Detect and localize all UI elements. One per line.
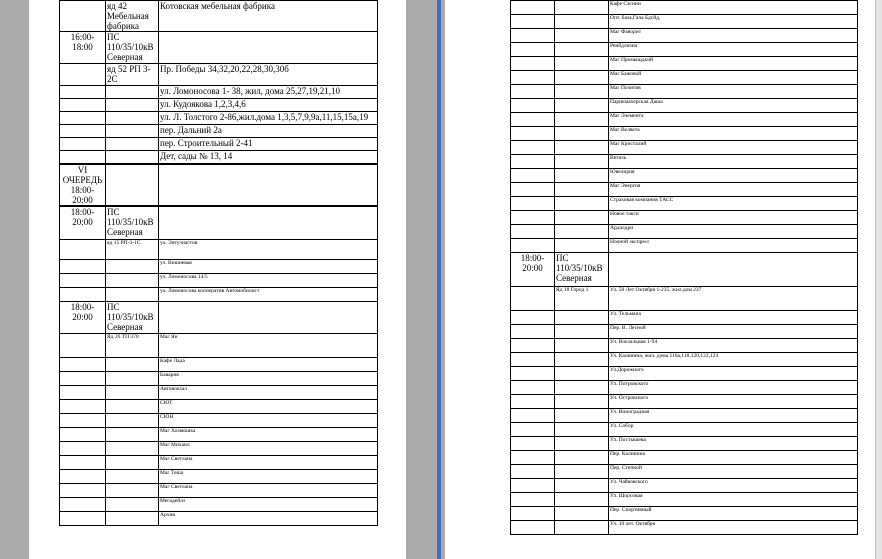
substation-cell [555, 507, 609, 521]
time-cell [60, 240, 106, 260]
address-cell: Пр. Победы 34,32,20,22,28,30,30б [159, 64, 378, 86]
address-cell: Ул. Чайковского [609, 479, 858, 493]
substation-cell [106, 274, 159, 288]
substation-cell [555, 437, 609, 451]
substation-cell [555, 113, 609, 127]
substation-cell [106, 498, 159, 512]
table-row [511, 311, 858, 325]
address-cell: Дет, сады № 13, 14 [159, 151, 378, 164]
table-row [60, 470, 378, 484]
time-cell [511, 197, 555, 211]
substation-cell [555, 239, 609, 253]
table-row [60, 64, 378, 86]
substation-cell [555, 395, 609, 409]
table-row [60, 414, 378, 428]
time-cell [511, 493, 555, 507]
time-cell [60, 358, 106, 372]
substation-cell [555, 423, 609, 437]
address-cell: Ул. Щорсовая [609, 493, 858, 507]
table-row [511, 113, 858, 127]
time-cell [511, 479, 555, 493]
substation-cell [555, 367, 609, 381]
substation-cell [106, 400, 159, 414]
address-cell: ул. Ломоносова кооператив Автомобилист [159, 288, 378, 302]
table-row [511, 465, 858, 479]
time-cell [60, 334, 106, 358]
substation-cell [555, 155, 609, 169]
time-cell [511, 183, 555, 197]
table-row [60, 206, 378, 240]
substation-cell: ПС 110/35/10кВ Северная [106, 206, 159, 240]
substation-cell [555, 169, 609, 183]
table-row [511, 325, 858, 339]
address-cell: Кафе Саснии [609, 1, 858, 15]
substation-cell [555, 339, 609, 353]
substation-cell [106, 386, 159, 400]
time-cell [60, 86, 106, 99]
time-cell [60, 372, 106, 386]
address-cell: Ул. Постышева [609, 437, 858, 451]
table-row [60, 151, 378, 164]
substation-cell [555, 353, 609, 367]
substation-cell: Яд 26 ТП 370 [106, 334, 159, 358]
substation-cell [106, 86, 159, 99]
table-row [511, 29, 858, 43]
table-row [511, 493, 858, 507]
address-cell: ул. Вишневая [159, 260, 378, 274]
substation-cell [106, 428, 159, 442]
address-cell: Бавария [159, 372, 378, 386]
table-row [511, 127, 858, 141]
time-cell [511, 325, 555, 339]
time-cell [511, 127, 555, 141]
table-row [60, 125, 378, 138]
table-row [511, 57, 858, 71]
substation-cell [106, 125, 159, 138]
table-row [511, 409, 858, 423]
address-cell: Парикмахерская Даша [609, 99, 858, 113]
table-row [511, 451, 858, 465]
address-cell: Котовская мебельная фабрика [159, 1, 378, 32]
time-cell [511, 141, 555, 155]
table-row [511, 423, 858, 437]
substation-cell [555, 29, 609, 43]
substation-cell [106, 512, 159, 526]
substation-cell: ПС 110/35/10кВ Северная [106, 32, 159, 64]
substation-cell: ПС 110/35/10кВ Северная [555, 253, 609, 287]
time-cell [60, 386, 106, 400]
address-cell [159, 164, 378, 206]
address-cell: Кафе Лада [159, 358, 378, 372]
substation-cell [555, 479, 609, 493]
substation-cell [555, 197, 609, 211]
table-row [60, 302, 378, 334]
time-cell [511, 1, 555, 15]
table-row [511, 183, 858, 197]
substation-cell: ПС 110/35/10кВ Северная [106, 302, 159, 334]
substation-cell [555, 409, 609, 423]
substation-cell: яд 42 Мебельная фабрика [106, 1, 159, 32]
time-cell [511, 395, 555, 409]
substation-cell [555, 99, 609, 113]
address-cell [159, 302, 378, 334]
time-cell [511, 169, 555, 183]
substation-cell [555, 183, 609, 197]
table-row [511, 479, 858, 493]
substation-cell [555, 211, 609, 225]
table-row [60, 400, 378, 414]
time-cell [511, 211, 555, 225]
address-cell: Маг Светлана [159, 484, 378, 498]
substation-cell: Яд 18 Город 1 [555, 287, 609, 311]
time-cell [511, 155, 555, 169]
time-cell [511, 225, 555, 239]
address-cell: Маг Элемента [609, 113, 858, 127]
substation-cell [555, 325, 609, 339]
time-cell [60, 442, 106, 456]
time-cell [60, 414, 106, 428]
document-page-right [445, 0, 882, 559]
time-cell [511, 113, 555, 127]
time-cell [60, 151, 106, 164]
time-cell [511, 71, 555, 85]
table-row [60, 1, 378, 32]
substation-cell [106, 442, 159, 456]
table-row [511, 85, 858, 99]
time-cell [511, 507, 555, 521]
table-row [60, 138, 378, 151]
page-gap [437, 0, 441, 559]
address-cell [159, 206, 378, 240]
substation-cell [555, 381, 609, 395]
substation-cell [106, 138, 159, 151]
time-cell [60, 470, 106, 484]
time-cell [60, 428, 106, 442]
substation-cell: яд 52 РП 3-2С [106, 64, 159, 86]
table-row [511, 169, 858, 183]
table-row [60, 442, 378, 456]
time-cell [511, 99, 555, 113]
substation-cell [555, 141, 609, 155]
table-row [511, 239, 858, 253]
table-row [511, 71, 858, 85]
table-row [60, 274, 378, 288]
time-cell: 18:00-20:00 [60, 206, 106, 240]
table-row [511, 367, 858, 381]
address-cell: Ул.Дорожного [609, 367, 858, 381]
table-row [60, 456, 378, 470]
time-cell [60, 456, 106, 470]
substation-cell [106, 288, 159, 302]
address-cell: Мегадейлз [159, 498, 378, 512]
substation-cell [106, 372, 159, 386]
time-cell [511, 239, 555, 253]
table-row [511, 253, 858, 287]
table-row [511, 225, 858, 239]
address-cell: Маг Михаил [159, 442, 378, 456]
time-cell [511, 521, 555, 535]
table-row [60, 334, 378, 358]
substation-cell [555, 85, 609, 99]
address-cell: Новое такси [609, 211, 858, 225]
table-row [511, 287, 858, 311]
table-row [60, 512, 378, 526]
time-cell [60, 112, 106, 125]
time-cell [511, 311, 555, 325]
time-cell [511, 409, 555, 423]
table-row [511, 381, 858, 395]
address-cell: пер. Дальний 2а [159, 125, 378, 138]
substation-cell [106, 112, 159, 125]
table-row [60, 498, 378, 512]
substation-cell [106, 456, 159, 470]
address-cell: Ночной экспресс [609, 239, 858, 253]
address-cell: Ренбдлизна [609, 43, 858, 57]
substation-cell [106, 414, 159, 428]
address-cell: Маг Энергия [609, 183, 858, 197]
table-row [511, 155, 858, 169]
document-page-left [29, 0, 406, 559]
time-cell [511, 381, 555, 395]
address-cell: Ул. Вокзальная 1-94 [609, 339, 858, 353]
time-cell [60, 138, 106, 151]
table-row [60, 112, 378, 125]
time-cell [60, 260, 106, 274]
address-cell: Ул. Виноградная [609, 409, 858, 423]
substation-cell [106, 260, 159, 274]
substation-cell [555, 521, 609, 535]
address-cell: Пер. Калинина [609, 451, 858, 465]
table-row [511, 43, 858, 57]
address-cell: Ювелирия [609, 169, 858, 183]
time-cell [511, 29, 555, 43]
time-cell [511, 339, 555, 353]
time-cell [511, 353, 555, 367]
table-row [60, 358, 378, 372]
substation-cell [555, 71, 609, 85]
time-cell [511, 43, 555, 57]
time-cell: VI ОЧЕРЕДЬ 18:00-20:00 [60, 164, 106, 206]
table-row [511, 197, 858, 211]
address-cell: ул. Энтузиастов [159, 240, 378, 260]
substation-cell [555, 43, 609, 57]
time-cell: 16:00-18:00 [60, 32, 106, 64]
time-cell [511, 85, 555, 99]
table-row [60, 86, 378, 99]
address-cell: Маг Бажовой [609, 71, 858, 85]
time-cell [511, 15, 555, 29]
address-cell: пер. Строительный 2-41 [159, 138, 378, 151]
substation-cell [106, 164, 159, 206]
time-cell [60, 274, 106, 288]
address-cell: Маг Ян [159, 334, 378, 358]
address-cell: Пер. Степной [609, 465, 858, 479]
address-cell: Ул. Потровского [609, 381, 858, 395]
table-row [60, 32, 378, 64]
substation-cell: яд 15 РП-3-1С [106, 240, 159, 260]
time-cell [511, 451, 555, 465]
substation-cell [555, 225, 609, 239]
time-cell: 18:00-20:00 [60, 302, 106, 334]
table-row [60, 484, 378, 498]
time-cell [511, 367, 555, 381]
address-cell [159, 32, 378, 64]
address-cell: Маг Хозяюшка [159, 428, 378, 442]
address-cell: Ул. 50 Лет Октября 1-235, жил.дом 237 [609, 287, 858, 311]
table-row [60, 99, 378, 112]
table-row [511, 437, 858, 451]
table-row [511, 141, 858, 155]
substation-cell [555, 57, 609, 71]
substation-cell [555, 493, 609, 507]
address-cell: ул. Л. Толстого 2-86,жил.дома 1,3,5,7,9,9а,11,15,15а,19 [159, 112, 378, 125]
table-row [60, 260, 378, 274]
table-row [511, 339, 858, 353]
address-cell: Маг Позитив [609, 85, 858, 99]
table-row [511, 353, 858, 367]
substation-cell [555, 1, 609, 15]
time-cell [511, 465, 555, 479]
outage-schedule-table-left [59, 0, 378, 526]
substation-cell [106, 358, 159, 372]
time-cell [60, 288, 106, 302]
table-row [511, 99, 858, 113]
address-cell: Пер. Спортивный [609, 507, 858, 521]
address-cell: СЮН [159, 414, 378, 428]
substation-cell [106, 99, 159, 112]
table-row [60, 240, 378, 260]
table-row [60, 372, 378, 386]
time-cell [60, 498, 106, 512]
table-row [511, 211, 858, 225]
address-cell: Витязь [609, 155, 858, 169]
address-cell: Страховая компания ТАСС [609, 197, 858, 211]
time-cell [60, 512, 106, 526]
substation-cell [106, 484, 159, 498]
time-cell: 18:00-20:00 [511, 253, 555, 287]
table-row [511, 15, 858, 29]
address-cell: Ул. Калинина, жил. дома 116а,118,120,122,124 [609, 353, 858, 367]
address-cell [609, 253, 858, 287]
address-cell: Опт. база,Гала Бдсйд, [609, 15, 858, 29]
table-row [511, 395, 858, 409]
substation-cell [555, 465, 609, 479]
table-row [511, 1, 858, 15]
address-cell: Маг Светлана [159, 456, 378, 470]
time-cell [511, 287, 555, 311]
time-cell [60, 484, 106, 498]
address-cell: ул. Кудоякова 1,2,3,4,6 [159, 99, 378, 112]
address-cell: Маг Фаворит [609, 29, 858, 43]
table-row [511, 521, 858, 535]
address-cell: Автовокзал [159, 386, 378, 400]
substation-cell [555, 311, 609, 325]
time-cell [60, 64, 106, 86]
time-cell [511, 57, 555, 71]
address-cell: Маг Теша [159, 470, 378, 484]
address-cell: Ул. Островского [609, 395, 858, 409]
address-cell: Маг Кристалий [609, 141, 858, 155]
address-cell: Ул. Собор [609, 423, 858, 437]
address-cell: Архив [159, 512, 378, 526]
time-cell [60, 400, 106, 414]
address-cell: ул. Ломоносова 1- 38, жил, дома 25,27,19,21,10 [159, 86, 378, 99]
time-cell [511, 423, 555, 437]
time-cell [60, 99, 106, 112]
outage-schedule-table-right [510, 0, 858, 535]
table-row [60, 428, 378, 442]
substation-cell [106, 470, 159, 484]
time-cell [60, 125, 106, 138]
substation-cell [106, 151, 159, 164]
address-cell: Пер. В. Лесной [609, 325, 858, 339]
table-row [511, 507, 858, 521]
address-cell: Маг Промыщдкий [609, 57, 858, 71]
address-cell: Ул. 10 лет. Октября [609, 521, 858, 535]
time-cell [511, 437, 555, 451]
table-row [60, 386, 378, 400]
address-cell: Ул. Тельмана [609, 311, 858, 325]
table-row [60, 288, 378, 302]
address-cell: ул. Ломоносова 14/5 [159, 274, 378, 288]
address-cell: СЮТ [159, 400, 378, 414]
address-cell: Ардалдри [609, 225, 858, 239]
substation-cell [555, 451, 609, 465]
address-cell: Маг Велвета [609, 127, 858, 141]
table-row [60, 164, 378, 206]
vertical-scrollbar[interactable] [875, 0, 882, 559]
substation-cell [555, 15, 609, 29]
time-cell [60, 1, 106, 32]
substation-cell [555, 127, 609, 141]
